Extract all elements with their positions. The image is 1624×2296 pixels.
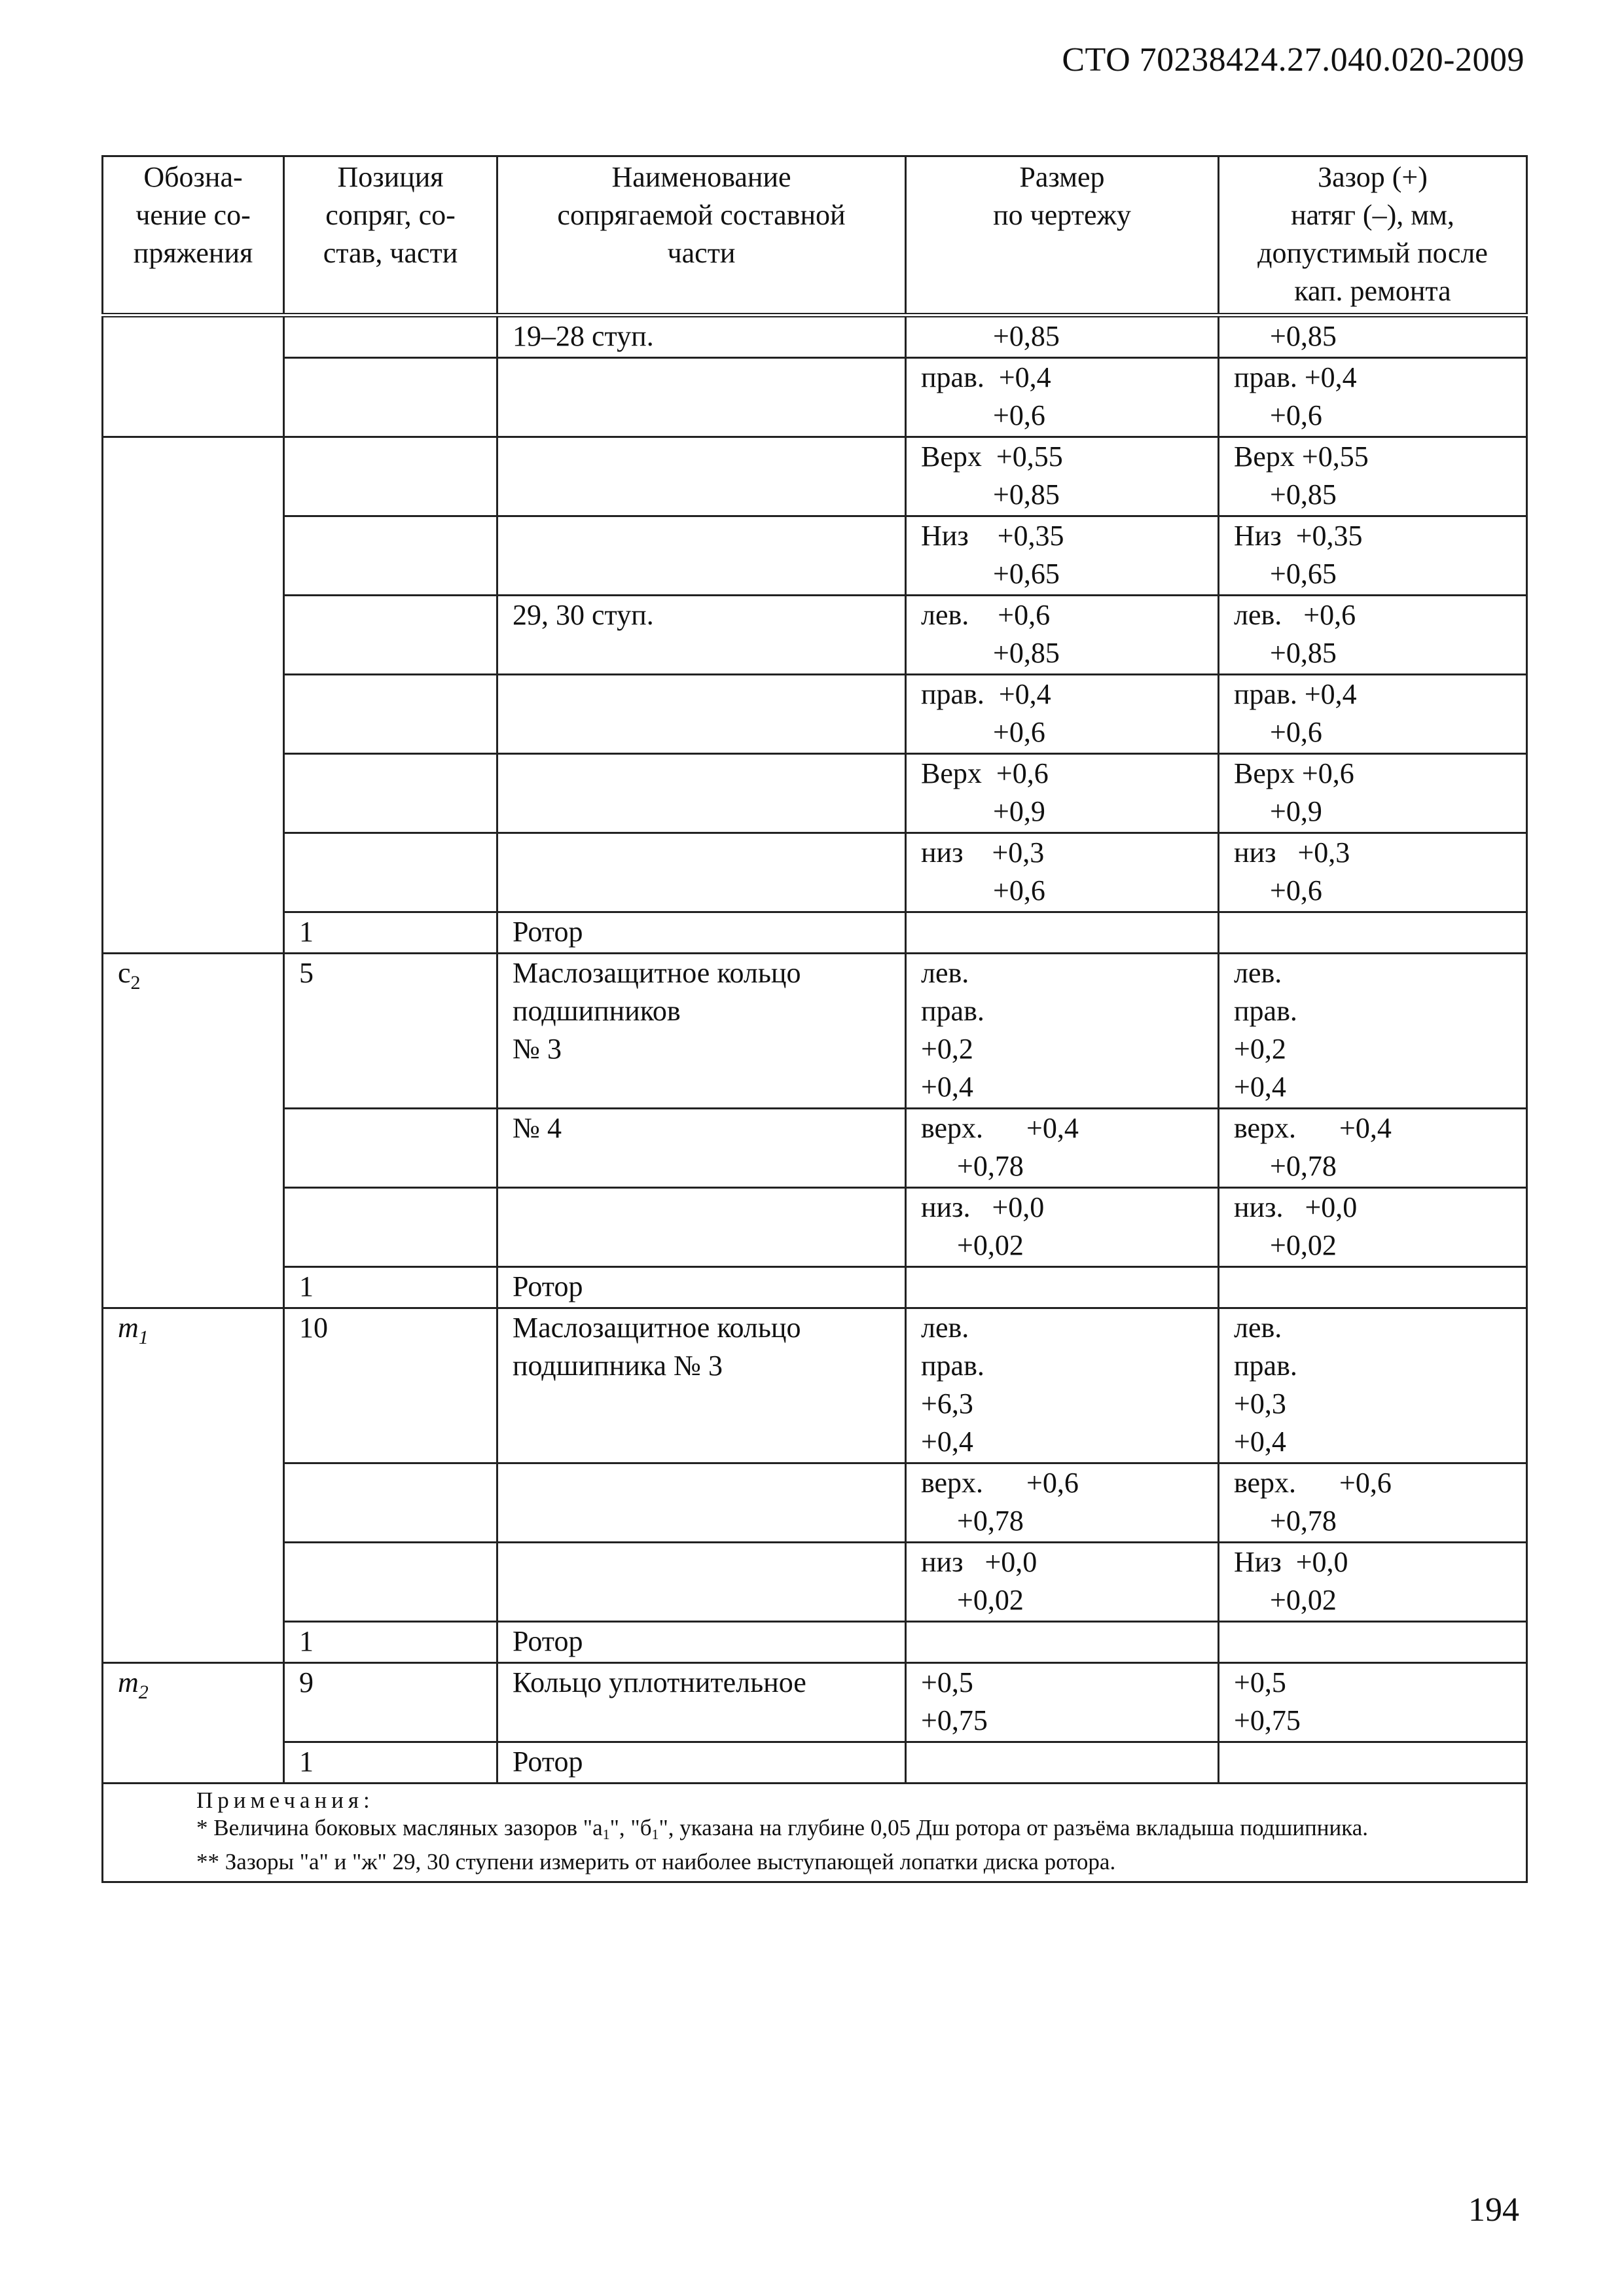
- cell-clearance: низ. +0,0 +0,02: [1219, 1188, 1527, 1267]
- cell-drawing-size: низ +0,3 +0,6: [906, 833, 1219, 912]
- cell-position: [284, 437, 497, 516]
- cell-part-name: [497, 358, 906, 437]
- cell-drawing-size: прав. +0,4 +0,6: [906, 675, 1219, 754]
- table-row: [103, 315, 1527, 358]
- table-row: [103, 1622, 1527, 1663]
- cell-code: [103, 437, 284, 954]
- cell-clearance: +0,5 +0,75: [1219, 1663, 1527, 1742]
- table-row: [103, 833, 1527, 912]
- cell-part-name: [497, 516, 906, 596]
- cell-code: [103, 315, 284, 437]
- cell-part-name: Ротор: [497, 1622, 906, 1663]
- cell-position: [284, 1188, 497, 1267]
- cell-position: 1: [284, 1742, 497, 1784]
- cell-drawing-size: прав. +0,4 +0,6: [906, 358, 1219, 437]
- cell-clearance: [1219, 1267, 1527, 1308]
- table-row: [103, 1267, 1527, 1308]
- cell-part-name: № 4: [497, 1109, 906, 1188]
- table-row: [103, 1308, 1527, 1463]
- clearance-table: [101, 155, 1528, 1883]
- cell-part-name: [497, 1543, 906, 1622]
- cell-code: $m_2$: [103, 1663, 284, 1784]
- col-header-position: Позиция сопряг, со- став, части: [284, 156, 497, 315]
- cell-part-name: [497, 1188, 906, 1267]
- notes-title: Примечания:: [196, 1787, 374, 1813]
- cell-part-name: Маслозащитное кольцо подшипников № 3: [497, 954, 906, 1109]
- cell-position: [284, 1463, 497, 1543]
- cell-drawing-size: верх. +0,4 +0,78: [906, 1109, 1219, 1188]
- cell-position: 1: [284, 1622, 497, 1663]
- cell-position: [284, 1543, 497, 1622]
- cell-part-name: Ротор: [497, 912, 906, 954]
- cell-position: 1: [284, 912, 497, 954]
- cell-position: 5: [284, 954, 497, 1109]
- cell-drawing-size: [906, 1622, 1219, 1663]
- col-header-part-name: Наименование сопрягаемой составной части: [497, 156, 906, 315]
- cell-position: [284, 833, 497, 912]
- cell-clearance: лев. прав. +0,2 +0,4: [1219, 954, 1527, 1109]
- table-row: [103, 358, 1527, 437]
- cell-drawing-size: Низ +0,35 +0,65: [906, 516, 1219, 596]
- cell-position: [284, 675, 497, 754]
- notes-row: [103, 1784, 1527, 1882]
- table-row: [103, 912, 1527, 954]
- table-row: [103, 675, 1527, 754]
- cell-clearance: прав. +0,4 +0,6: [1219, 358, 1527, 437]
- cell-position: [284, 754, 497, 833]
- col-header-drawing-size: Размер по чертежу: [906, 156, 1219, 315]
- cell-part-name: Кольцо уплотнительное: [497, 1663, 906, 1742]
- document-code: СТО 70238424.27.040.020-2009: [1062, 41, 1525, 79]
- cell-drawing-size: [906, 912, 1219, 954]
- cell-position: 1: [284, 1267, 497, 1308]
- cell-part-name: Ротор: [497, 1267, 906, 1308]
- cell-clearance: Верх +0,55 +0,85: [1219, 437, 1527, 516]
- cell-drawing-size: +0,85: [906, 315, 1219, 358]
- cell-drawing-size: низ +0,0 +0,02: [906, 1543, 1219, 1622]
- cell-part-name: [497, 437, 906, 516]
- notes-cell: [103, 1784, 1527, 1882]
- table-row: [103, 1109, 1527, 1188]
- cell-clearance: верх. +0,6 +0,78: [1219, 1463, 1527, 1543]
- cell-drawing-size: лев. прав. +6,3 +0,4: [906, 1308, 1219, 1463]
- cell-drawing-size: верх. +0,6 +0,78: [906, 1463, 1219, 1543]
- table-row: [103, 437, 1527, 516]
- cell-part-name: [497, 675, 906, 754]
- cell-position: 10: [284, 1308, 497, 1463]
- cell-position: [284, 358, 497, 437]
- cell-clearance: прав. +0,4 +0,6: [1219, 675, 1527, 754]
- cell-drawing-size: лев. прав. +0,2 +0,4: [906, 954, 1219, 1109]
- cell-clearance: Низ +0,0 +0,02: [1219, 1543, 1527, 1622]
- table-header-row: [103, 156, 1527, 315]
- cell-clearance: Верх +0,6 +0,9: [1219, 754, 1527, 833]
- page-number: 194: [1468, 2191, 1519, 2229]
- cell-drawing-size: низ. +0,0 +0,02: [906, 1188, 1219, 1267]
- cell-clearance: Низ +0,35 +0,65: [1219, 516, 1527, 596]
- cell-clearance: лев. прав. +0,3 +0,4: [1219, 1308, 1527, 1463]
- cell-clearance: +0,85: [1219, 315, 1527, 358]
- table-row: [103, 954, 1527, 1109]
- cell-code: $m_1$: [103, 1308, 284, 1663]
- cell-code: $с_2$: [103, 954, 284, 1308]
- cell-drawing-size: [906, 1742, 1219, 1784]
- cell-clearance: [1219, 1622, 1527, 1663]
- cell-drawing-size: лев. +0,6 +0,85: [906, 596, 1219, 675]
- cell-drawing-size: Верх +0,6 +0,9: [906, 754, 1219, 833]
- cell-part-name: Маслозащитное кольцо подшипника № 3: [497, 1308, 906, 1463]
- table-row: [103, 1543, 1527, 1622]
- cell-clearance: верх. +0,4 +0,78: [1219, 1109, 1527, 1188]
- cell-position: 9: [284, 1663, 497, 1742]
- table-row: [103, 1463, 1527, 1543]
- cell-position: [284, 596, 497, 675]
- cell-part-name: [497, 833, 906, 912]
- table-row: [103, 516, 1527, 596]
- cell-clearance: [1219, 1742, 1527, 1784]
- note-2: ** Зазоры "а" и "ж" 29, 30 ступени измерить от наиболее выступающей лопатки диска ротора.: [196, 1849, 1116, 1874]
- table-row: [103, 596, 1527, 675]
- cell-part-name: [497, 1463, 906, 1543]
- cell-position: [284, 315, 497, 358]
- cell-clearance: [1219, 912, 1527, 954]
- cell-part-name: Ротор: [497, 1742, 906, 1784]
- note-1: * Величина боковых масляных зазоров "а1", "б1", указана на глубине 0,05 Дш ротора от разъёма вкладыша подшипника.: [196, 1815, 1368, 1842]
- table-row: [103, 1663, 1527, 1742]
- table-row: [103, 1188, 1527, 1267]
- cell-part-name: [497, 754, 906, 833]
- cell-part-name: 19–28 ступ.: [497, 315, 906, 358]
- cell-drawing-size: Верх +0,55 +0,85: [906, 437, 1219, 516]
- table-row: [103, 1742, 1527, 1784]
- cell-clearance: низ +0,3 +0,6: [1219, 833, 1527, 912]
- cell-drawing-size: [906, 1267, 1219, 1308]
- cell-position: [284, 516, 497, 596]
- cell-position: [284, 1109, 497, 1188]
- col-header-clearance: Зазор (+) натяг (–), мм, допустимый после кап. ремонта: [1219, 156, 1527, 315]
- cell-drawing-size: +0,5 +0,75: [906, 1663, 1219, 1742]
- cell-clearance: лев. +0,6 +0,85: [1219, 596, 1527, 675]
- table-row: [103, 754, 1527, 833]
- col-header-code: Обозна- чение со- пряжения: [103, 156, 284, 315]
- cell-part-name: 29, 30 ступ.: [497, 596, 906, 675]
